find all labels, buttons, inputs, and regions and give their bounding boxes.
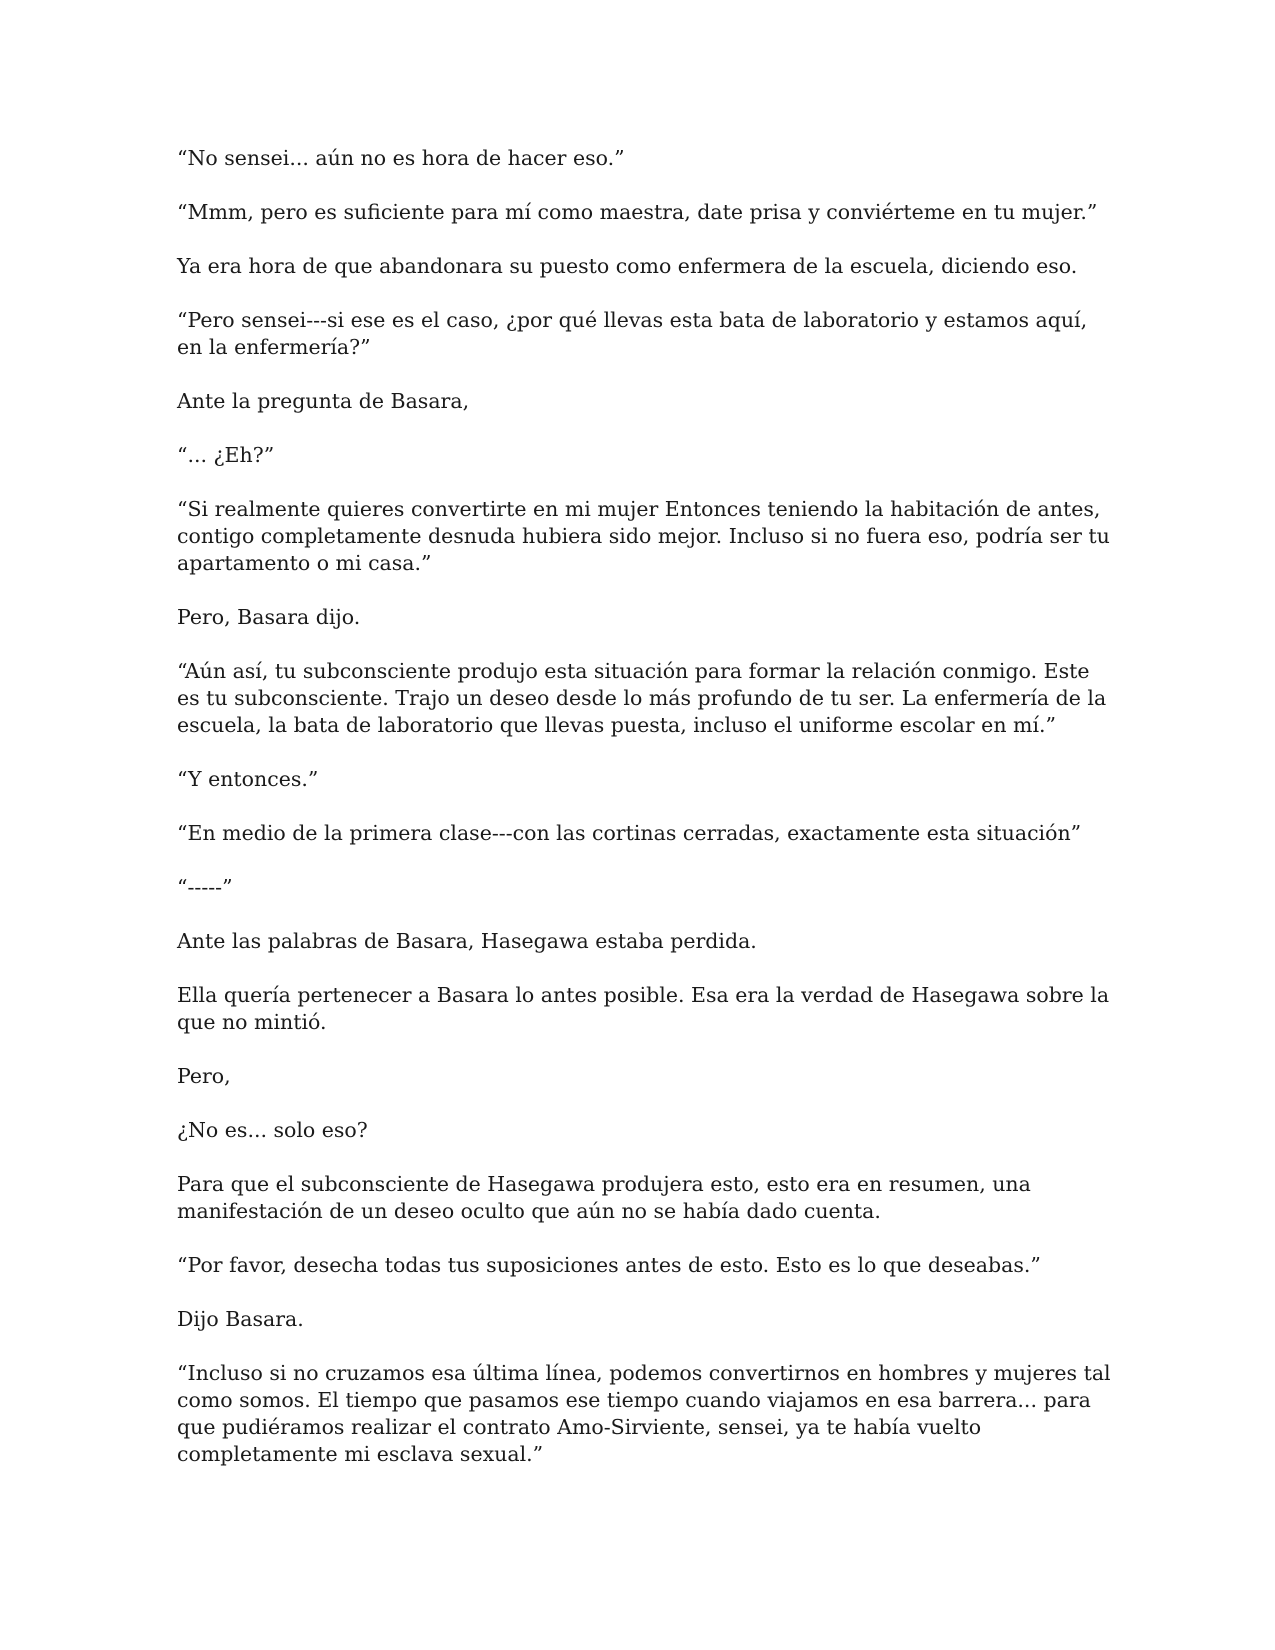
paragraph: “Pero sensei---si ese es el caso, ¿por qué llevas esta bata de laboratorio y estamos aquí, en la enfermería?” [177,308,1088,359]
paragraph: Dijo Basara. [177,1307,304,1331]
paragraph: “-----” [177,875,233,899]
paragraph: “Y entonces.” [177,767,319,791]
paragraph: “Aún así, tu subconsciente produjo esta situación para formar la relación conmigo. Este es tu subconsciente. Trajo un deseo desde lo más profundo de tu ser. La enfermería de la escuela, la bata de laboratorio que llevas puesta, incluso el uniforme escolar en mí.” [177,659,1107,737]
paragraph: “En medio de la primera clase---con las cortinas cerradas, exactamente esta situación” [177,821,1082,845]
body-text [177,145,1112,1495]
paragraph: Para que el subconsciente de Hasegawa produjera esto, esto era en resumen, una manifestación de un deseo oculto que aún no se había dado cuenta. [177,1172,1031,1223]
paragraph: Ante la pregunta de Basara, [177,389,470,413]
paragraph: “Si realmente quieres convertirte en mi mujer Entonces teniendo la habitación de antes, contigo completamente desnuda hubiera sido mejor. Incluso si no fuera eso, podría ser tu apartamento o mi casa.” [177,497,1110,575]
paragraph: Pero, Basara dijo. [177,605,361,629]
paragraph: Ya era hora de que abandonara su puesto como enfermera de la escuela, diciendo eso. [177,254,1078,278]
paragraph: Ante las palabras de Basara, Hasegawa estaba perdida. [177,929,757,953]
paragraph: “Incluso si no cruzamos esa última línea, podemos convertirnos en hombres y mujeres tal como somos. El tiempo que pasamos ese tiempo cuando viajamos en esa barrera... para que pudiéramos realizar el contrato Amo-Sirviente, sensei, ya te había vuelto completamente mi esclava sexual.” [177,1361,1111,1466]
paragraph: “... ¿Eh?” [177,443,275,467]
paragraph: “Mmm, pero es suficiente para mí como maestra, date prisa y conviérteme en tu mujer.” [177,200,1098,224]
paragraph: Pero, [177,1064,231,1088]
paragraph: Ella quería pertenecer a Basara lo antes posible. Esa era la verdad de Hasegawa sobre la que no mintió. [177,983,1110,1034]
paragraph: “Por favor, desecha todas tus suposiciones antes de esto. Esto es lo que deseabas.” [177,1253,1041,1277]
paragraph: “No sensei... aún no es hora de hacer eso.” [177,146,625,170]
paragraph: ¿No es... solo eso? [177,1118,368,1142]
